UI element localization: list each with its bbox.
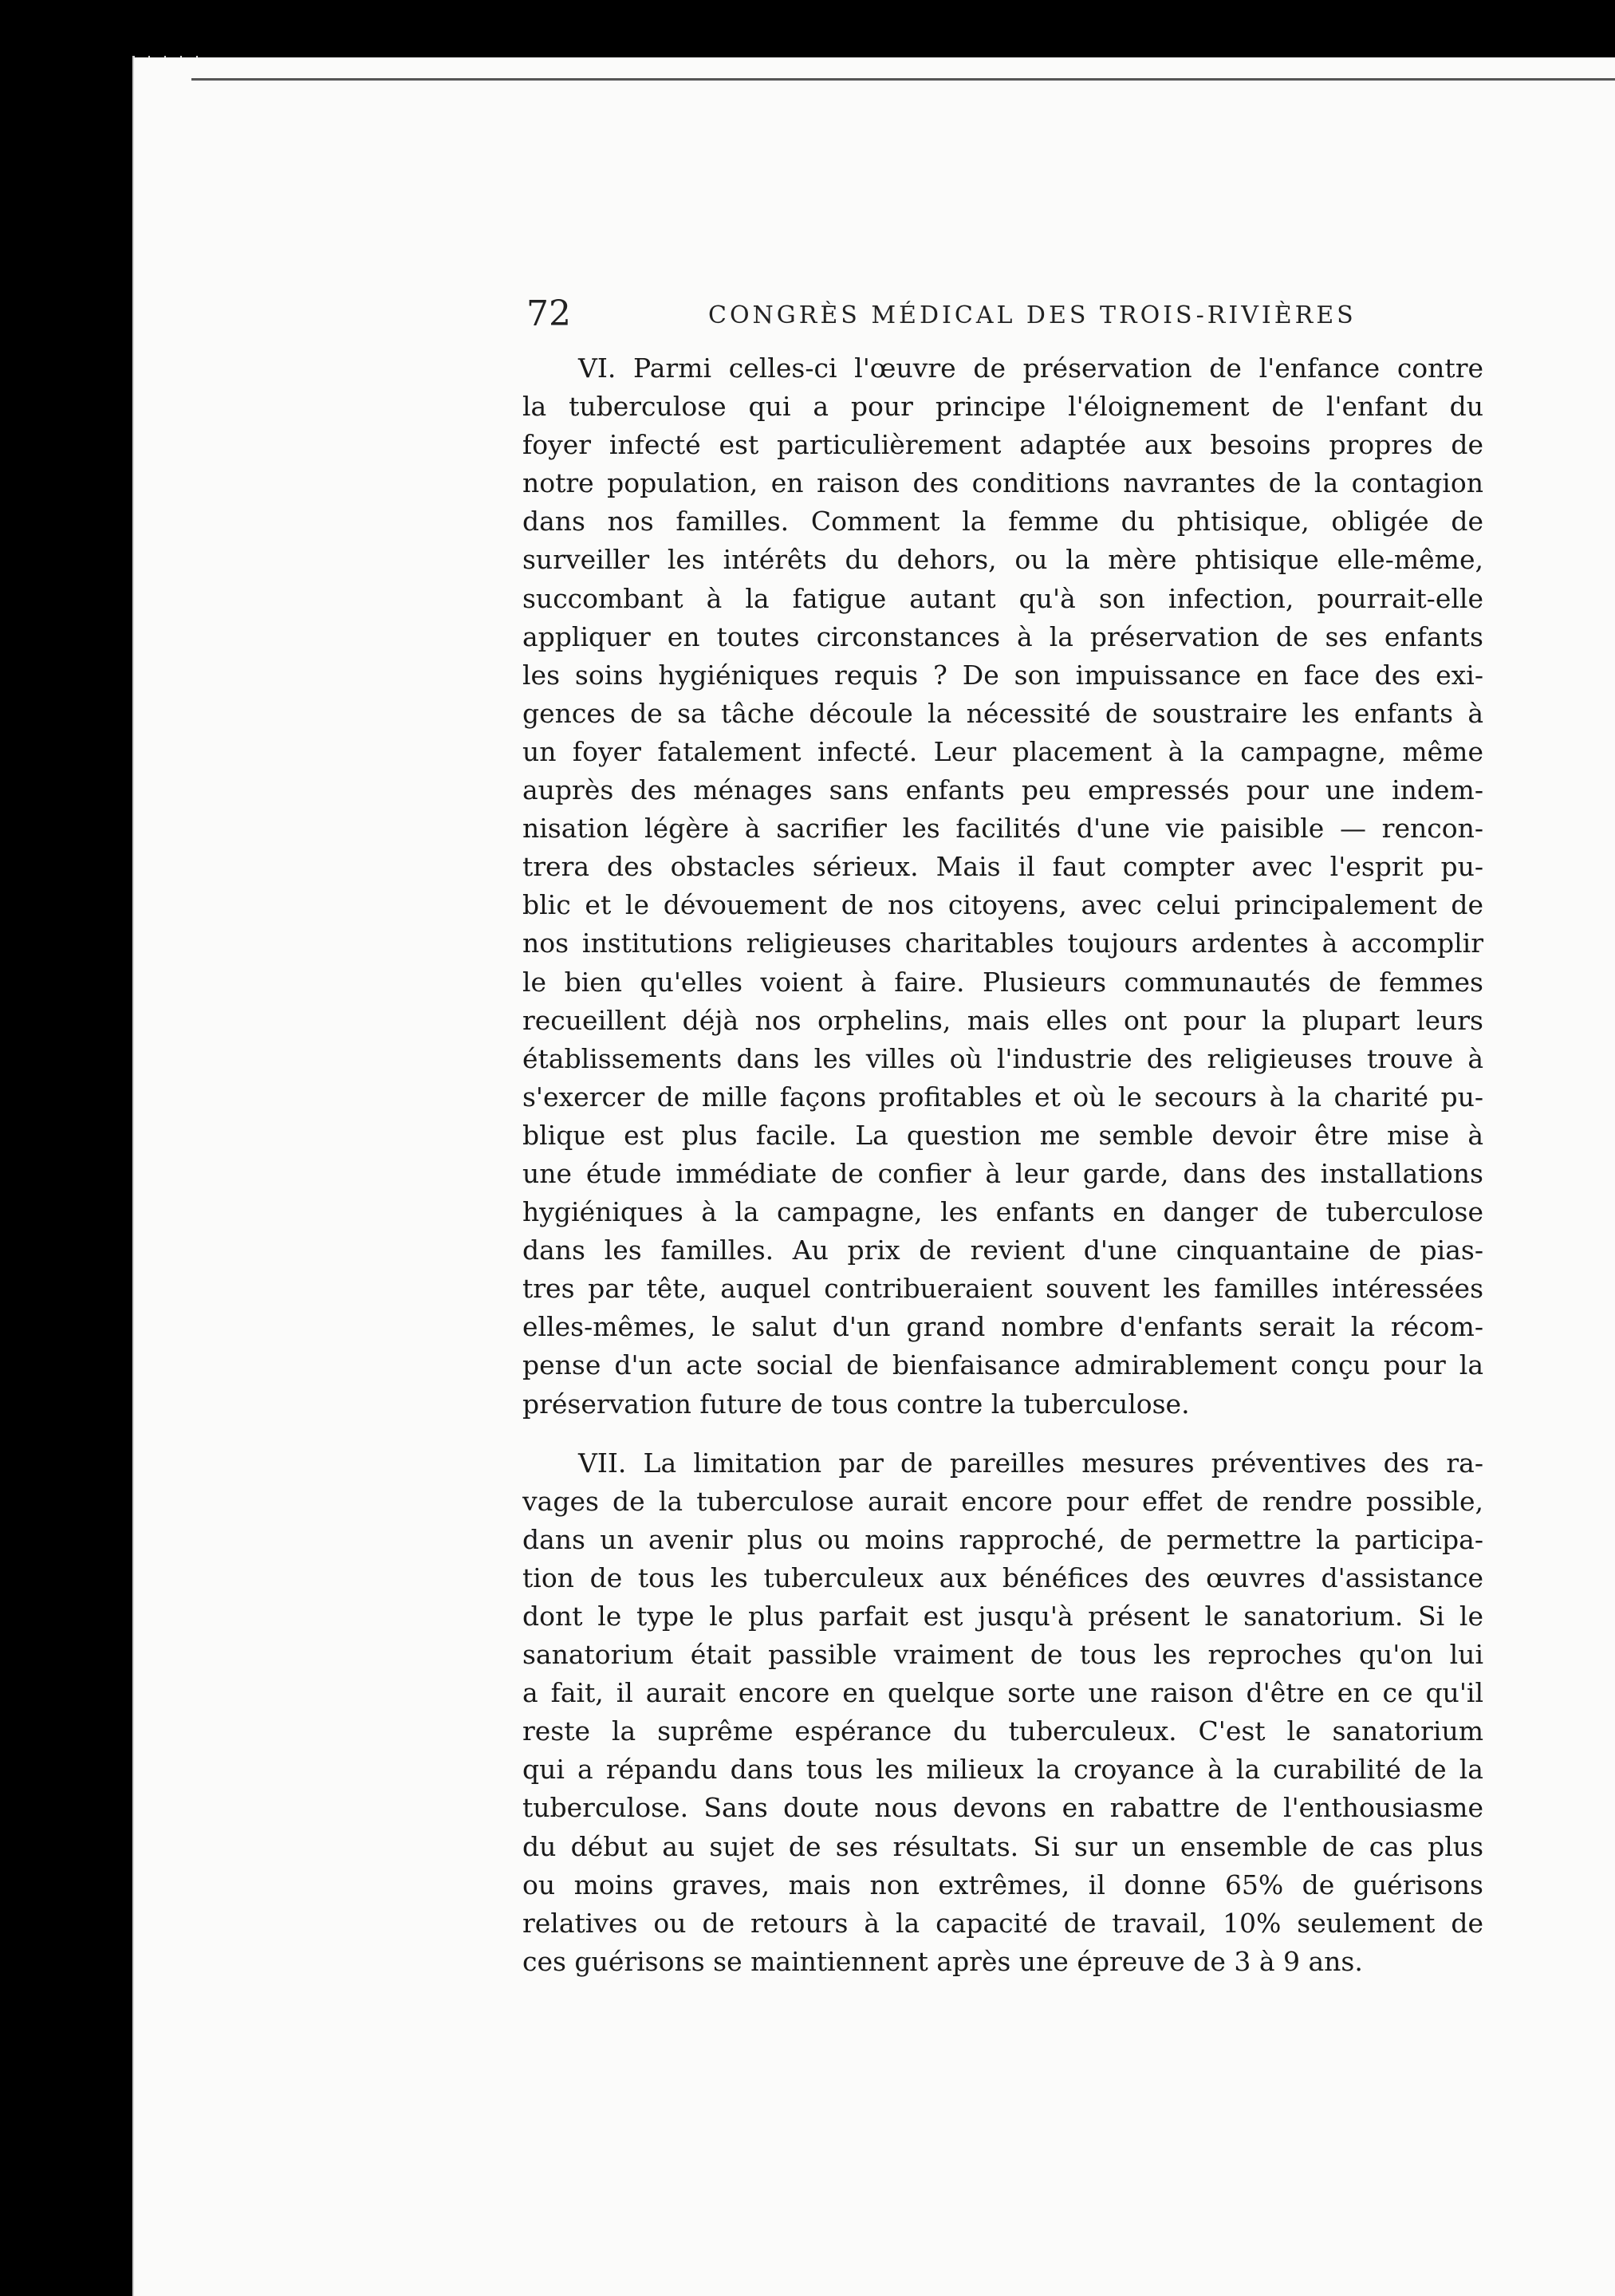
text-line: a fait, il aurait encore en quelque sorte une raison d'être en ce qu'il bbox=[522, 1677, 1483, 1709]
text-line: tres par tête, auquel contribueraient souvent les familles intéressées bbox=[522, 1273, 1483, 1305]
text-line: du début au sujet de ses résultats. Si sur un ensemble de cas plus bbox=[522, 1830, 1483, 1862]
text-line: dans les familles. Au prix de revient d'une cinquantaine de pias- bbox=[522, 1235, 1483, 1266]
body-text bbox=[522, 349, 1483, 1981]
text-line: blic et le dévouement de nos citoyens, avec celui principalement de bbox=[522, 889, 1483, 921]
text-line: gences de sa tâche découle la nécessité de soustraire les enfants à bbox=[522, 697, 1483, 729]
paragraph-vii bbox=[522, 1444, 1483, 1981]
text-line: VI. Parmi celles-ci l'œuvre de préservation de l'enfance contre bbox=[578, 352, 1483, 384]
text-line: établissements dans les villes où l'industrie des religieuses trouve à bbox=[522, 1042, 1483, 1074]
page-header bbox=[526, 293, 1507, 333]
text-line: blique est plus facile. La question me semble devoir être mise à bbox=[522, 1119, 1483, 1151]
text-line: ces guérisons se maintiennent après une épreuve de 3 à 9 ans. bbox=[522, 1945, 1363, 1977]
text-line: notre population, en raison des conditions navrantes de la contagion bbox=[522, 467, 1483, 499]
page-top-rule bbox=[191, 78, 1615, 81]
text-line: une étude immédiate de confier à leur garde, dans des installations bbox=[522, 1157, 1483, 1189]
text-line: préservation future de tous contre la tuberculose. bbox=[522, 1388, 1190, 1420]
text-line: dans un avenir plus ou moins rapproché, de permettre la participa- bbox=[522, 1523, 1483, 1555]
text-line: surveiller les intérêts du dehors, ou la mère phtisique elle-même, bbox=[522, 544, 1483, 576]
running-head: CONGRÈS MÉDICAL DES TROIS-RIVIÈRES bbox=[708, 301, 1357, 329]
text-line: VII. La limitation par de pareilles mesures préventives des ra- bbox=[578, 1447, 1483, 1479]
text-line: nisation légère à sacrifier les facilités d'une vie paisible — rencon- bbox=[522, 813, 1483, 845]
text-line: pense d'un acte social de bienfaisance admirablement conçu pour la bbox=[522, 1349, 1483, 1381]
text-line: s'exercer de mille façons profitables et où le secours à la charité pu- bbox=[522, 1081, 1483, 1113]
text-line: sanatorium était passible vraiment de tous les reproches qu'on lui bbox=[522, 1639, 1483, 1671]
text-line: ou moins graves, mais non extrêmes, il donne 65% de guérisons bbox=[522, 1869, 1483, 1900]
text-line: trera des obstacles sérieux. Mais il faut compter avec l'esprit pu- bbox=[522, 851, 1483, 883]
text-line: dont le type le plus parfait est jusqu'à présent le sanatorium. Si le bbox=[522, 1601, 1483, 1632]
text-line: le bien qu'elles voient à faire. Plusieurs communautés de femmes bbox=[522, 966, 1483, 998]
text-line: qui a répandu dans tous les milieux la croyance à la curabilité de la bbox=[522, 1754, 1483, 1786]
paragraph-vi bbox=[522, 349, 1483, 1424]
text-line: succombant à la fatigue autant qu'à son infection, pourrait-elle bbox=[522, 582, 1483, 614]
text-line: dans nos familles. Comment la femme du phtisique, obligée de bbox=[522, 506, 1483, 538]
text-line: recueillent déjà nos orphelins, mais elles ont pour la plupart leurs bbox=[522, 1004, 1483, 1036]
text-line: les soins hygiéniques requis ? De son impuissance en face des exi- bbox=[522, 659, 1483, 691]
text-line: tion de tous les tuberculeux aux bénéfices des œuvres d'assistance bbox=[522, 1562, 1483, 1593]
page-number: 72 bbox=[526, 293, 571, 334]
text-line: hygiéniques à la campagne, les enfants en danger de tuberculose bbox=[522, 1196, 1483, 1228]
text-line: relatives ou de retours à la capacité de travail, 10% seulement de bbox=[522, 1907, 1483, 1939]
text-line: auprès des ménages sans enfants peu empressés pour une indem- bbox=[522, 774, 1483, 806]
text-line: la tuberculose qui a pour principe l'éloignement de l'enfant du bbox=[522, 391, 1483, 423]
text-line: elles-mêmes, le salut d'un grand nombre d'enfants serait la récom- bbox=[522, 1311, 1483, 1343]
text-line: un foyer fatalement infecté. Leur placement à la campagne, même bbox=[522, 735, 1483, 767]
text-line: appliquer en toutes circonstances à la préservation de ses enfants bbox=[522, 620, 1483, 652]
text-line: foyer infecté est particulièrement adaptée aux besoins propres de bbox=[522, 429, 1483, 461]
text-line: vages de la tuberculose aurait encore pour effet de rendre possible, bbox=[522, 1485, 1483, 1517]
text-line: reste la suprême espérance du tuberculeux. C'est le sanatorium bbox=[522, 1715, 1483, 1747]
text-line: tuberculose. Sans doute nous devons en rabattre de l'enthousiasme bbox=[522, 1792, 1483, 1824]
text-line: nos institutions religieuses charitables toujours ardentes à accomplir bbox=[522, 927, 1483, 959]
